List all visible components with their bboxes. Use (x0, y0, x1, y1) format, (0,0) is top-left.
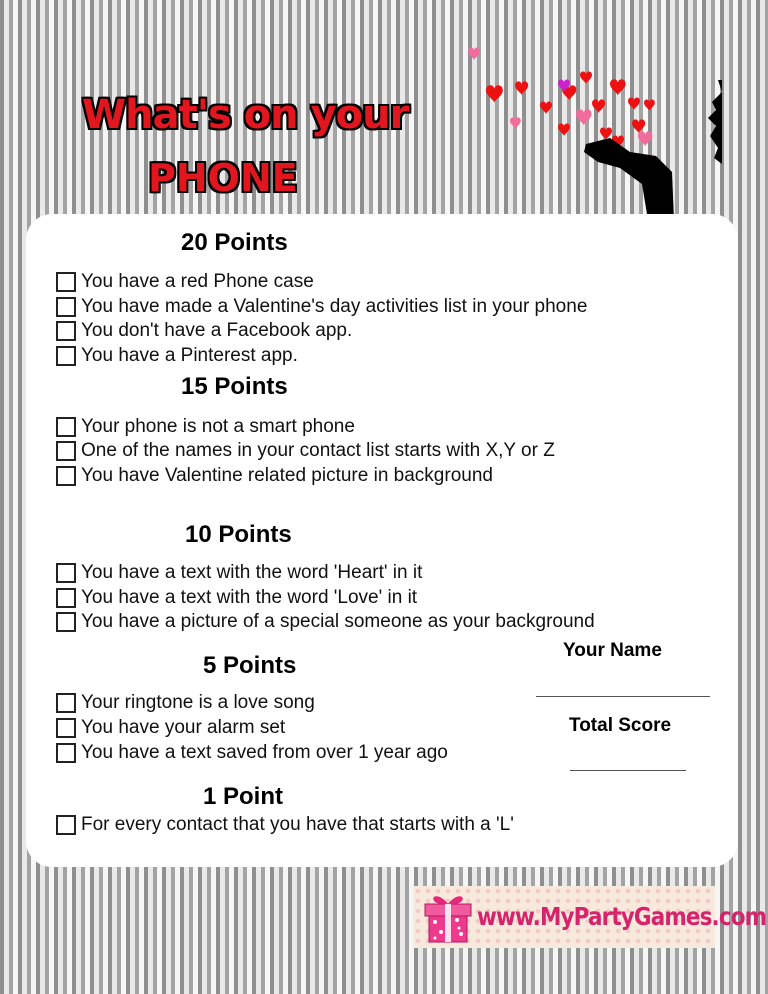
checkbox[interactable] (56, 718, 76, 738)
item-label: You have a text saved from over 1 year ago (81, 741, 448, 763)
item-label: You have a text with the word 'Love' in it (81, 586, 418, 608)
list-item (56, 269, 314, 294)
checkbox[interactable] (56, 693, 76, 713)
checkbox[interactable] (56, 563, 76, 583)
item-label: One of the names in your contact list starts with X,Y or Z (81, 439, 555, 461)
gift-box-icon (419, 888, 477, 946)
item-label: Your phone is not a smart phone (81, 415, 355, 437)
checkbox[interactable] (56, 346, 76, 366)
heart-icon (486, 71, 655, 148)
checkbox[interactable] (56, 815, 76, 835)
checkbox[interactable] (56, 321, 76, 341)
website-link[interactable]: www.MyPartyGames.com (477, 902, 767, 931)
item-label: You have made a Valentine's day activities list in your phone (81, 295, 588, 317)
checklist-card (26, 214, 738, 867)
checkbox[interactable] (56, 272, 76, 292)
checkbox[interactable] (56, 588, 76, 608)
blowing-hearts-illustration (460, 40, 768, 220)
total-score-field[interactable] (570, 770, 686, 771)
list-item (56, 560, 422, 585)
checkbox[interactable] (56, 297, 76, 317)
item-label: Your ringtone is a love song (81, 691, 315, 713)
list-item (56, 715, 285, 740)
list-item (56, 812, 514, 837)
your-name-label: Your Name (563, 640, 662, 661)
list-item (56, 609, 595, 634)
checkbox[interactable] (56, 417, 76, 437)
section-heading-15-points: 15 Points (181, 373, 288, 400)
list-item (56, 740, 448, 765)
item-label: You have a picture of a special someone as your background (81, 610, 595, 632)
list-item (56, 318, 352, 343)
list-item (56, 414, 355, 439)
item-label: You have a Pinterest app. (81, 344, 298, 366)
checkbox[interactable] (56, 466, 76, 486)
title-line-2: PHONE (148, 156, 298, 200)
checkbox[interactable] (56, 441, 76, 461)
list-item (56, 343, 298, 368)
list-item (56, 438, 555, 463)
item-label: You have a red Phone case (81, 270, 314, 292)
your-name-field[interactable] (536, 696, 710, 697)
item-label: You don't have a Facebook app. (81, 319, 353, 341)
checkbox[interactable] (56, 743, 76, 763)
section-heading-10-points: 10 Points (185, 521, 292, 548)
item-label: You have Valentine related picture in background (81, 464, 493, 486)
section-heading-5-points: 5 Points (203, 652, 297, 679)
section-heading-1-point: 1 Point (203, 783, 284, 810)
list-item (56, 585, 417, 610)
total-score-label: Total Score (569, 715, 672, 736)
list-item (56, 690, 315, 715)
checkbox[interactable] (56, 612, 76, 632)
list-item (56, 294, 587, 319)
silhouette-hand (584, 138, 674, 220)
section-heading-20-points: 20 Points (181, 229, 288, 256)
item-label: You have your alarm set (81, 716, 286, 738)
silhouette-face (708, 80, 722, 164)
item-label: You have a text with the word 'Heart' in it (81, 561, 423, 583)
website-banner[interactable] (413, 886, 767, 948)
item-label: For every contact that you have that starts with a 'L' (81, 813, 514, 835)
list-item (56, 463, 493, 488)
title-line-1: What's on your (82, 92, 409, 138)
